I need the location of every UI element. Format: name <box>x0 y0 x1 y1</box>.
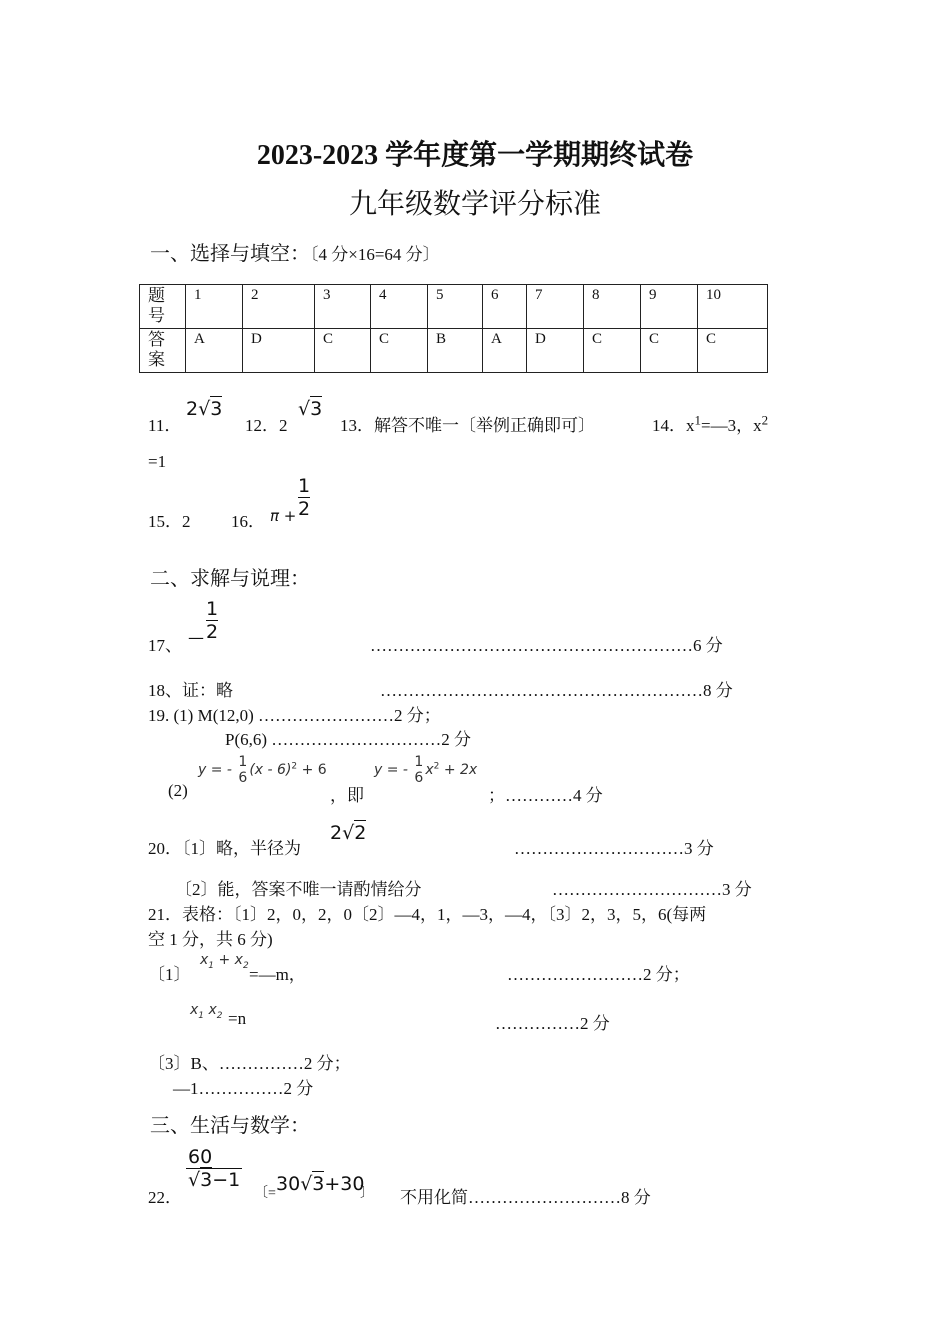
q13-answer: 13．解答不唯一〔举例正确即可〕 <box>340 416 595 435</box>
table-cell: A <box>483 329 527 373</box>
q20-label: 20．〔1〕略，半径为 <box>148 839 301 858</box>
q17-fraction: $\frac{1}{2}$ <box>206 598 219 643</box>
table-cell: C <box>315 329 371 373</box>
section2-heading: 二、求解与说理： <box>150 568 310 590</box>
q21-part2-score: ……………2 分 <box>495 1014 610 1033</box>
q17-label: 17、 <box>148 636 182 655</box>
q19-line2: P(6,6) …………………………2 分 <box>225 730 472 749</box>
q19-mid: ，即 <box>330 786 364 805</box>
q14-continued: =1 <box>148 452 167 471</box>
table-cell: 8 <box>584 285 641 329</box>
q19-score: ；…………4 分 <box>488 786 603 805</box>
q17-score: …………………………………………………6 分 <box>370 636 723 655</box>
section1-heading: 一、选择与填空：〔4 分×16=64 分〕 <box>150 243 440 265</box>
table-cell: C <box>698 329 768 373</box>
q20-score2: …………………………3 分 <box>552 880 752 899</box>
table-cell: D <box>243 329 315 373</box>
table-cell: B <box>428 329 483 373</box>
q21-part1-score: ……………………2 分； <box>507 965 690 984</box>
q11-answer: 2√3 <box>186 398 223 420</box>
table-cell: C <box>641 329 698 373</box>
q19-equation2: y = - 1 6 $x^2 + 2x$ <box>374 754 478 786</box>
table-cell: 2 <box>243 285 315 329</box>
table-cell: C <box>371 329 428 373</box>
q18-label: 18、证：略 <box>148 681 233 700</box>
q20-part2: 〔2〕能，答案不唯一请酌情给分 <box>175 880 422 899</box>
table-cell: 10 <box>698 285 768 329</box>
q21-line1: 21．表格：〔1〕2，0，2，0〔2〕—4，1，—3，—4，〔3〕2，3，5，6(每两 <box>148 905 707 924</box>
q15-answer: 15．2 <box>148 512 191 531</box>
q21-line2: 空 1 分，共 6 分) <box>148 930 273 949</box>
q18-score: …………………………………………………8 分 <box>380 681 733 700</box>
q21-part3-line1: 〔3〕B、……………2 分； <box>148 1054 351 1073</box>
q21-part2-expr: $x_1$ $x_2$ <box>190 1002 223 1021</box>
q22-value: 30√3+30 <box>276 1173 365 1195</box>
table-cell: 4 <box>371 285 428 329</box>
q21-part2-result: =n <box>228 1009 247 1028</box>
table-cell: D <box>527 329 584 373</box>
q12-answer: √3 <box>298 398 323 420</box>
q20-radius: 2√2 <box>330 822 367 844</box>
q19-part2-label: (2) <box>168 781 188 800</box>
row-label-answer: 答案 <box>140 329 186 373</box>
q22-fraction: $\frac{60}{√3-1}$ <box>188 1146 241 1191</box>
section1-note: 〔4 分×16=64 分〕 <box>310 245 440 264</box>
q21-part1-expr: $x_1 + x_2$ <box>200 952 249 971</box>
table-row <box>140 285 768 329</box>
q16-label: 16． <box>231 512 265 531</box>
q21-part3-line2: —1……………2 分 <box>173 1079 314 1098</box>
q20-score1: …………………………3 分 <box>514 839 714 858</box>
table-cell: 6 <box>483 285 527 329</box>
q14-answer: 14．$x^1=—3$，$x^2$ <box>652 412 769 435</box>
q16-pi: π + <box>270 507 297 525</box>
q22-note: 不用化简………………………8 分 <box>400 1188 651 1207</box>
q16-fraction: $\frac{1}{2}$ <box>298 475 311 520</box>
q22-paren-close: 〕 <box>360 1186 374 1201</box>
table-cell: 1 <box>186 285 243 329</box>
table-cell: C <box>584 329 641 373</box>
q12-label: 12．2 <box>245 416 288 435</box>
page-title: 2023-2023 学年度第一学期期终试卷 <box>256 140 694 171</box>
table-row <box>140 329 768 373</box>
q11-label: 11． <box>148 416 182 435</box>
table-cell: 5 <box>428 285 483 329</box>
table-cell: 9 <box>641 285 698 329</box>
q19-line1: 19. (1) M(12,0) ……………………2 分； <box>148 706 441 725</box>
page-subtitle: 九年级数学评分标准 <box>348 189 601 220</box>
answer-table <box>139 284 768 373</box>
section3-heading: 三、生活与数学： <box>150 1115 310 1137</box>
q19-equation1: y = - 1 6 (x - 6)$^2$ + 6 <box>198 754 327 786</box>
table-cell: 7 <box>527 285 584 329</box>
q17-minus: — <box>188 628 204 647</box>
table-cell: 3 <box>315 285 371 329</box>
q22-paren-open: 〔= <box>254 1186 276 1201</box>
q21-part1-label: 〔1〕 <box>148 965 191 984</box>
table-cell: A <box>186 329 243 373</box>
q22-label: 22． <box>148 1188 182 1207</box>
q21-part1-result: =—m， <box>249 965 306 984</box>
row-label-number: 题号 <box>140 285 186 329</box>
